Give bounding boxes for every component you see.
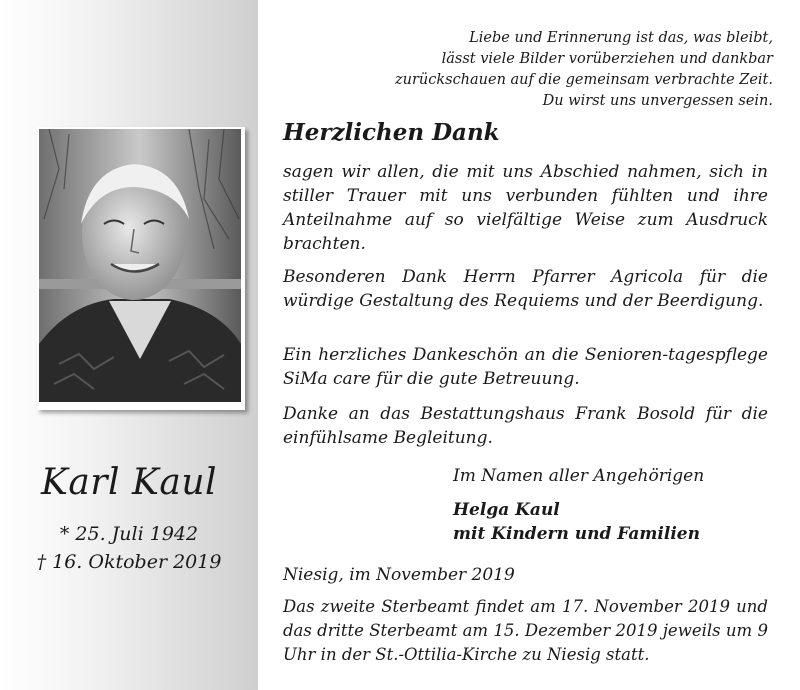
thanks-paragraph: Besonderen Dank Herrn Pfarrer Agricola für die würdige Gestaltung des Requiems und der Beerdigung. [283,267,768,311]
birth-date: * 25. Juli 1942 [59,523,199,545]
memorial-poem [283,28,773,112]
signature-names [453,498,773,546]
poem-line: Liebe und Erinnerung ist das, was bleibt, [469,30,773,46]
portrait-illustration [39,129,241,402]
deceased-name: Karl Kaul [40,462,218,503]
poem-line: Du wirst uns unvergessen sein. [542,93,773,109]
life-dates [0,520,258,576]
signature-family: mit Kindern und Familien [453,524,700,544]
signature-block [453,464,773,546]
signature-intro: Im Namen aller Angehörigen [453,466,705,486]
thanks-heading: Herzlichen Dank [283,119,500,146]
poem-line: lässt viele Bilder vorüberziehen und dankbar [441,51,773,67]
poem-line: zurückschauen auf die gemeinsam verbrachte Zeit. [394,72,773,88]
death-date: † 16. Oktober 2019 [36,551,222,573]
thanks-paragraph: Danke an das Bestattungshaus Frank Bosold für die einfühlsame Begleitung. [283,404,768,448]
service-notice: Das zweite Sterbeamt findet am 17. November 2019 und das dritte Sterbeamt am 15. Dezember 2019 jeweils um 9 Uhr in der St.-Ottilia-Kirche zu Niesig statt. [283,597,768,664]
thanks-paragraph: sagen wir allen, die mit uns Abschied nahmen, sich in stiller Trauer mit uns verbunden fühlten und ihre Anteilnahme auf so vielfältige Weise zum Ausdruck brachten. [283,162,768,254]
signature-name: Helga Kaul [453,500,560,520]
portrait-photo [39,129,241,402]
left-panel [0,0,258,690]
thanks-paragraph: Ein herzliches Dankeschön an die Senioren-tagespflege SiMa care für die gute Betreuung. [283,345,768,389]
place-date: Niesig, im November 2019 [283,565,515,585]
portrait-frame [37,127,245,410]
